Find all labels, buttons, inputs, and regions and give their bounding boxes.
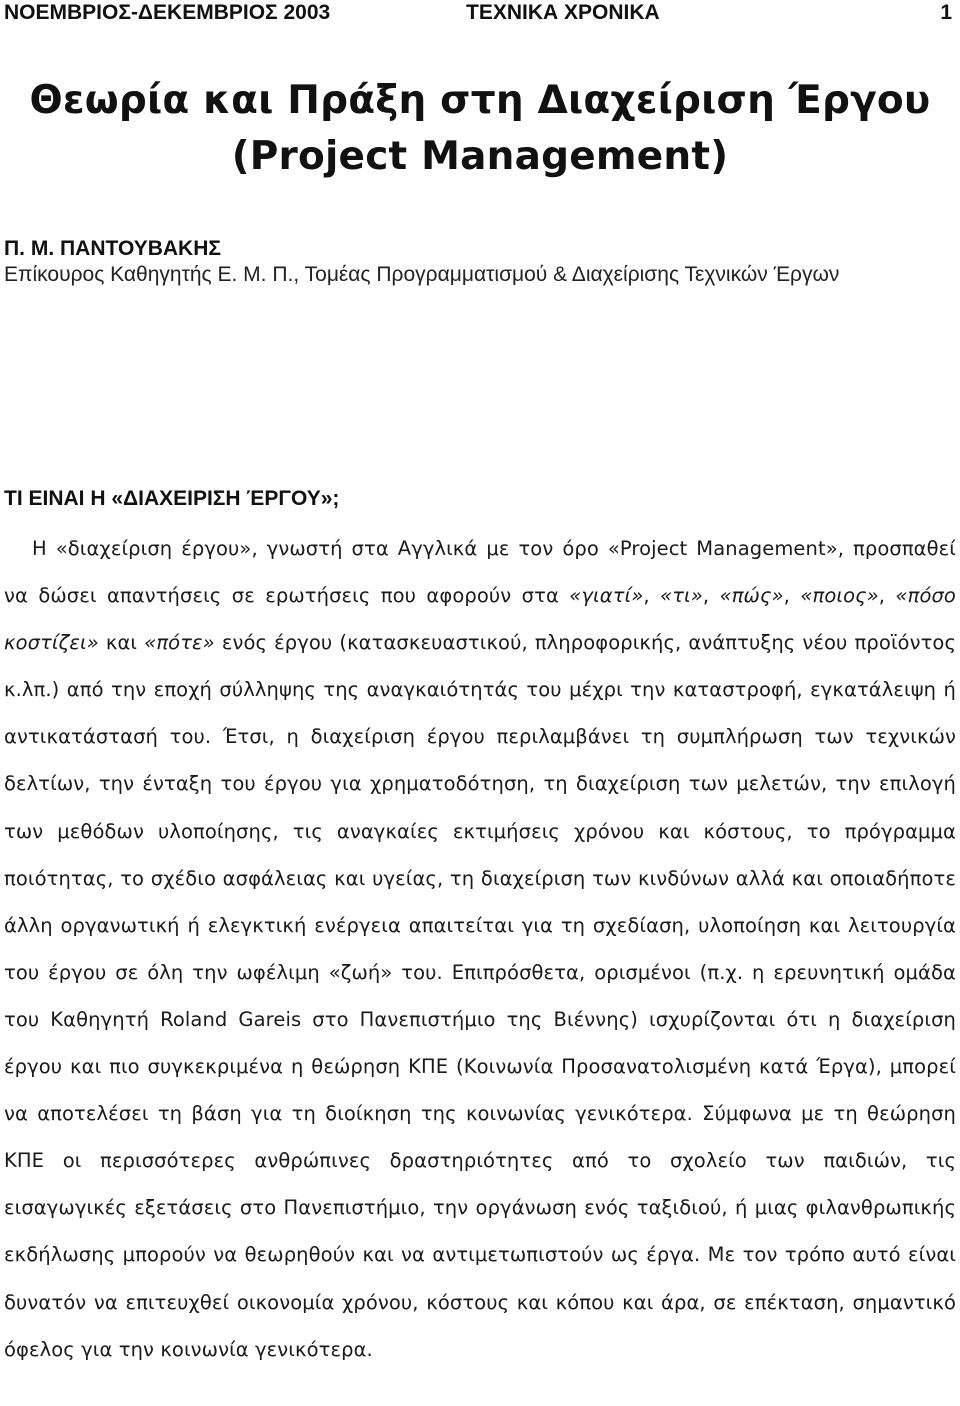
emphasis-text: «πόσο κοστίζει» — [4, 584, 956, 655]
emphasis-text: «τι» — [660, 584, 703, 608]
emphasis-text: «γιατί» — [569, 584, 644, 608]
article-title — [4, 73, 956, 185]
paragraph-text: ενός έργου (κατασκευαστικού, πληροφορικής, ανάπτυξης νέου προϊόντος κ.λπ.) από την εποχή σύλληψης της αναγκαιότητάς του μέχρι την καταστροφή, εγκατάλειψη ή αντικατάστασή του. Έτσι, η διαχείριση έργου περιλαμβάνει τη συμπλήρωση των τεχνικών δελτίων, την ένταξη του έργου για χρηματοδότηση, τη διαχείριση των μελετών, την επιλογή των μεθόδων υλοποίησης, τις αναγκαίες εκτιμήσεις χρόνου και κόστους, το πρόγραμμα ποιότητας, το σχέδιο ασφάλειας και υγείας, τη διαχείριση των κινδύνων αλλά και οποιαδήποτε άλλη οργανωτική ή ελεγκτική ενέργεια απαιτείται για τη σχεδίαση, υλοποίηση και λειτουργία του έργου σε όλη την ωφέλιμη «ζωή» του. Επιπρόσθετα, ορισμένοι (π.χ. η ερευνητική ομάδα του Καθηγητή Roland Gareis στο Πανεπιστήμιο της Βιέννης) ισχυρίζονται ότι η διαχείριση έργου και πιο συγκεκριμένα η θεώρηση ΚΠΕ (Κοινωνία Προσανατολισμένη κατά Έργα), μπορεί να αποτελέσει τη βάση για τη διοίκηση της κοινωνίας γενικότερα. Σύμφωνα με τη θεώρηση ΚΠΕ οι περισσότερες ανθρώπινες δραστηριότητες από το σχολείο των παιδιών, τις εισαγωγικές εξετάσεις στο Πανεπιστήμιο, την οργάνωση ενός ταξιδιού, ή μιας φιλανθρωπικής εκδήλωσης μπορούν να θεωρηθούν και να αντιμετωπιστούν ως έργα. Με τον τρόπο αυτό είναι δυνατόν να επιτευχθεί οικονομία χρόνου, κόστους και κόπου και άρα, σε επέκταση, σημαντικό όφελος για την κοινωνία γενικότερα. — [4, 631, 956, 1361]
emphasis-text: «πότε» — [144, 631, 215, 655]
paragraph-text: , — [878, 584, 896, 608]
author-name: Π. Μ. ΠΑΝΤΟΥΒΑΚΗΣ — [4, 237, 221, 260]
emphasis-text: «ποιος» — [800, 584, 879, 608]
emphasis-text: «πώς» — [719, 584, 784, 608]
article-title-line-2: (Project Management) — [231, 134, 729, 179]
paragraph-text: , — [702, 584, 720, 608]
article-title-line-1: Θεωρία και Πράξη στη Διαχείριση Έργου — [29, 78, 931, 123]
body-paragraph — [4, 525, 956, 1373]
section-heading: ΤΙ ΕΙΝΑΙ Η «ΔΙΑΧΕΙΡΙΣΗ ΈΡΓΟΥ»; — [4, 487, 340, 510]
running-header — [4, 0, 956, 27]
paragraph-text: , — [783, 584, 801, 608]
issue-date: ΝΟΕΜΒΡΙΟΣ-ΔΕΚΕΜΒΡΙΟΣ 2003 — [4, 1, 331, 24]
publication-name: ΤΕΧΝΙΚΑ ΧΡΟΝΙΚΑ — [466, 1, 660, 24]
paragraph-text: και — [98, 631, 145, 655]
author-affiliation: Επίκουρος Καθηγητής Ε. Μ. Π., Τομέας Προγραμματισμού & Διαχείρισης Τεχνικών Έργων — [4, 263, 840, 286]
page-number: 1 — [940, 1, 952, 24]
paragraph-text: , — [643, 584, 661, 608]
paragraph-text: Η «διαχείριση έργου», γνωστή στα Αγγλικά με τον όρο «Project Management», προσπαθεί να δώσει απαντήσεις σε ερωτήσεις που αφορούν στα — [4, 537, 956, 608]
